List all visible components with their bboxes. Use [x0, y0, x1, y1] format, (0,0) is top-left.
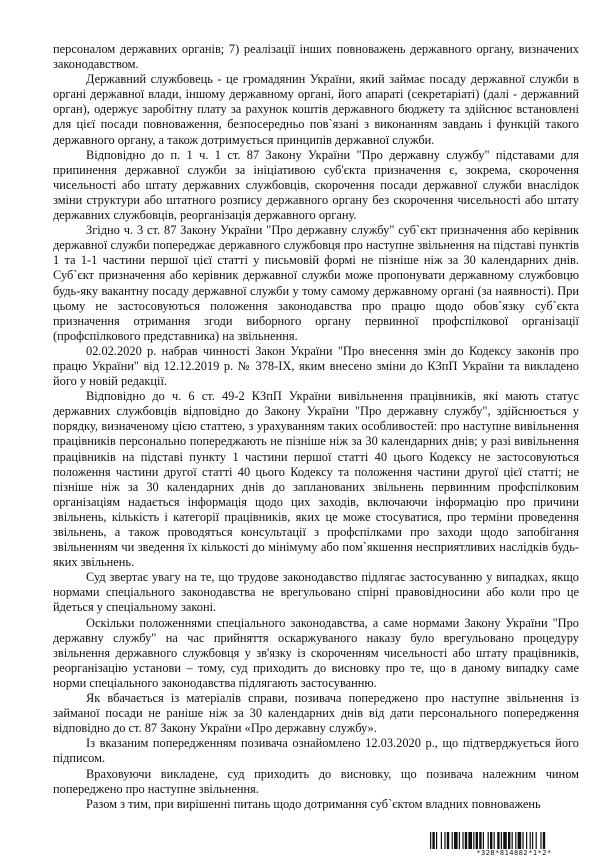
barcode-bar: [447, 832, 449, 850]
barcode-bar: [503, 832, 507, 850]
barcode-bar: [468, 832, 472, 850]
barcode: [428, 832, 600, 860]
paragraph: Суд звертає увагу на те, що трудове законодавство підлягає застосуванню у випадках, якщо нормами спеціального законодавства не врегульовано спірні правовідносини або коли про це йдеться у спеціальному законі.: [53, 570, 579, 615]
paragraph: Відповідно до ч. 6 ст. 49-2 КЗпП України вивільнення працівників, які мають статус державних службовців відповідно до Закону України "Про державну службу", здійснюється у порядку, визначеному цією статтею, з урахуванням таких особливостей: про наступне вивільнення працівників персонально попереджають не пізніше ніж за 30 календарних днів; у разі вивільнення працівників на підставі пункту 1 частини першої статті 40 цього Кодексу не застосовуються положення частини другої статті 40 цього Кодексу та положення частини другої цієї статті; не пізніше ніж за 30 календарних днів до запланованих звільнень первинним профспілковим організаціям надається інформація щодо цих заходів, включаючи інформацію про причини звільнень, кількість і категорії працівників, яких це може стосуватися, про терміни проведення звільнень, а також проводяться консультації з профспілками про заходи щодо запобігання звільненням чи зведення їх кількості до мінімуму або пом`якшення несприятливих наслідків будь-яких звільнень.: [53, 389, 579, 570]
paragraph: Оскільки положеннями спеціального законодавства, а саме нормами Закону України "Про державну службу" на час прийняття оскаржуваного наказу було врегульовано процедуру звільнення державного службовця у зв'язку із скороченням чисельності або штату працівників, реорганізацію установи – тому, суд приходить до висновку про те, що в даному випадку саме норми спеціального законодавства підлягають застосуванню.: [53, 615, 579, 690]
barcode-bar: [526, 832, 527, 850]
barcode-caption: *328*814882*1*2*: [428, 849, 600, 858]
barcode-bar: [436, 832, 437, 850]
paragraph: Разом з тим, при вирішенні питань щодо дотримання суб`єктом владних повноважень: [86, 796, 541, 811]
barcode-bar: [465, 832, 467, 850]
barcode-bar: [452, 832, 453, 850]
barcode-bar: [473, 832, 474, 850]
barcode-bar: [494, 832, 495, 850]
barcode-bar: [522, 832, 523, 850]
barcode-bar: [518, 832, 522, 850]
barcode-bar: [444, 832, 445, 850]
barcode-bar: [476, 832, 478, 850]
barcode-bars: [428, 832, 600, 850]
barcode-bar: [454, 832, 458, 850]
barcode-bar: [512, 832, 513, 850]
barcode-bar: [479, 832, 481, 850]
barcode-bar: [490, 832, 492, 850]
barcode-bar: [543, 832, 545, 850]
barcode-bar: [462, 832, 463, 850]
paragraph: 02.02.2020 р. набрав чинності Закон України "Про внесення змін до Кодексу законів про працю України" від 12.12.2019 р. № 378-IX, яким внесено зміни до КЗпП України та викладено його у новій редакції.: [53, 343, 579, 389]
barcode-bar: [501, 832, 502, 850]
paragraph: Як вбачається із матеріалів справи, позивача попереджено про наступне звільнення із займаної посади не раніше ніж за 30 календарних днів від дати персонального попередження відповідно до ст. 87 Закону України «Про державну службу».: [53, 691, 579, 736]
barcode-bar: [459, 832, 460, 850]
barcode-bar: [483, 832, 484, 850]
barcode-bar: [497, 832, 499, 850]
barcode-bar: [536, 832, 537, 850]
barcode-bar: [432, 832, 434, 850]
barcode-bar: [430, 832, 431, 850]
barcode-bar: [508, 832, 510, 850]
barcode-bar: [515, 832, 516, 850]
barcode-bar: [441, 832, 442, 850]
barcode-bar: [488, 832, 489, 850]
document-body: [53, 42, 579, 812]
paragraph: Із вказаним попередженням позивача ознайомлено 12.03.2020 р., що підтверджується його підписом.: [53, 736, 579, 766]
barcode-bar: [530, 832, 531, 850]
paragraph: персоналом державних органів; 7) реалізації інших повноважень державного органу, визначених законодавством.: [53, 42, 579, 72]
paragraph: Державний службовець - це громадянин України, який займає посаду державної служби в органі державної влади, іншому державному органі, його апараті (секретаріаті) (далі - державний орган), одержує заробітну плату за рахунок коштів державного бюджету та здійснює встановлені для цієї посади повноваження, безпосередньо пов`язані з виконанням завдань і функцій такого державного органу, а також дотримується принципів державної служби.: [53, 72, 579, 147]
barcode-bar: [540, 832, 541, 850]
paragraph: Враховуючи викладене, суд приходить до висновку, що позивача належним чином попереджено про наступне звільнення.: [53, 766, 579, 796]
paragraph: Згідно ч. 3 ст. 87 Закону України "Про державну службу" суб`єкт призначення або керівник державної служби попереджає державного службовця про наступне звільнення на підставі пунктів 1 та 1-1 частини першої цієї статті у письмовій формі не пізніше ніж за 30 календарних днів. Суб`єкт призначення або керівник державної служби може пропонувати державному службовцю будь-яку вакантну посаду державної служби у тому самому державному органі (за наявності). При цьому не застосовуються положення законодавства про працю щодо обов`язку суб`єкта призначення отримання згоди виборного органу первинної профспілкової організації (профспілкового представника) на звільнення.: [53, 223, 579, 343]
barcode-bar: [532, 832, 533, 850]
paragraph: Відповідно до п. 1 ч. 1 ст. 87 Закону України "Про державну службу" підставами для припинення державної служби за ініціативою суб'єкта призначення є, зокрема, скорочення чисельності або штату державних службовців, скорочення посади державної служби внаслідок зміни структури або штатного розпису державного органу без скорочення чисельності або штату державних службовців, реорганізація державного органу.: [53, 147, 579, 223]
